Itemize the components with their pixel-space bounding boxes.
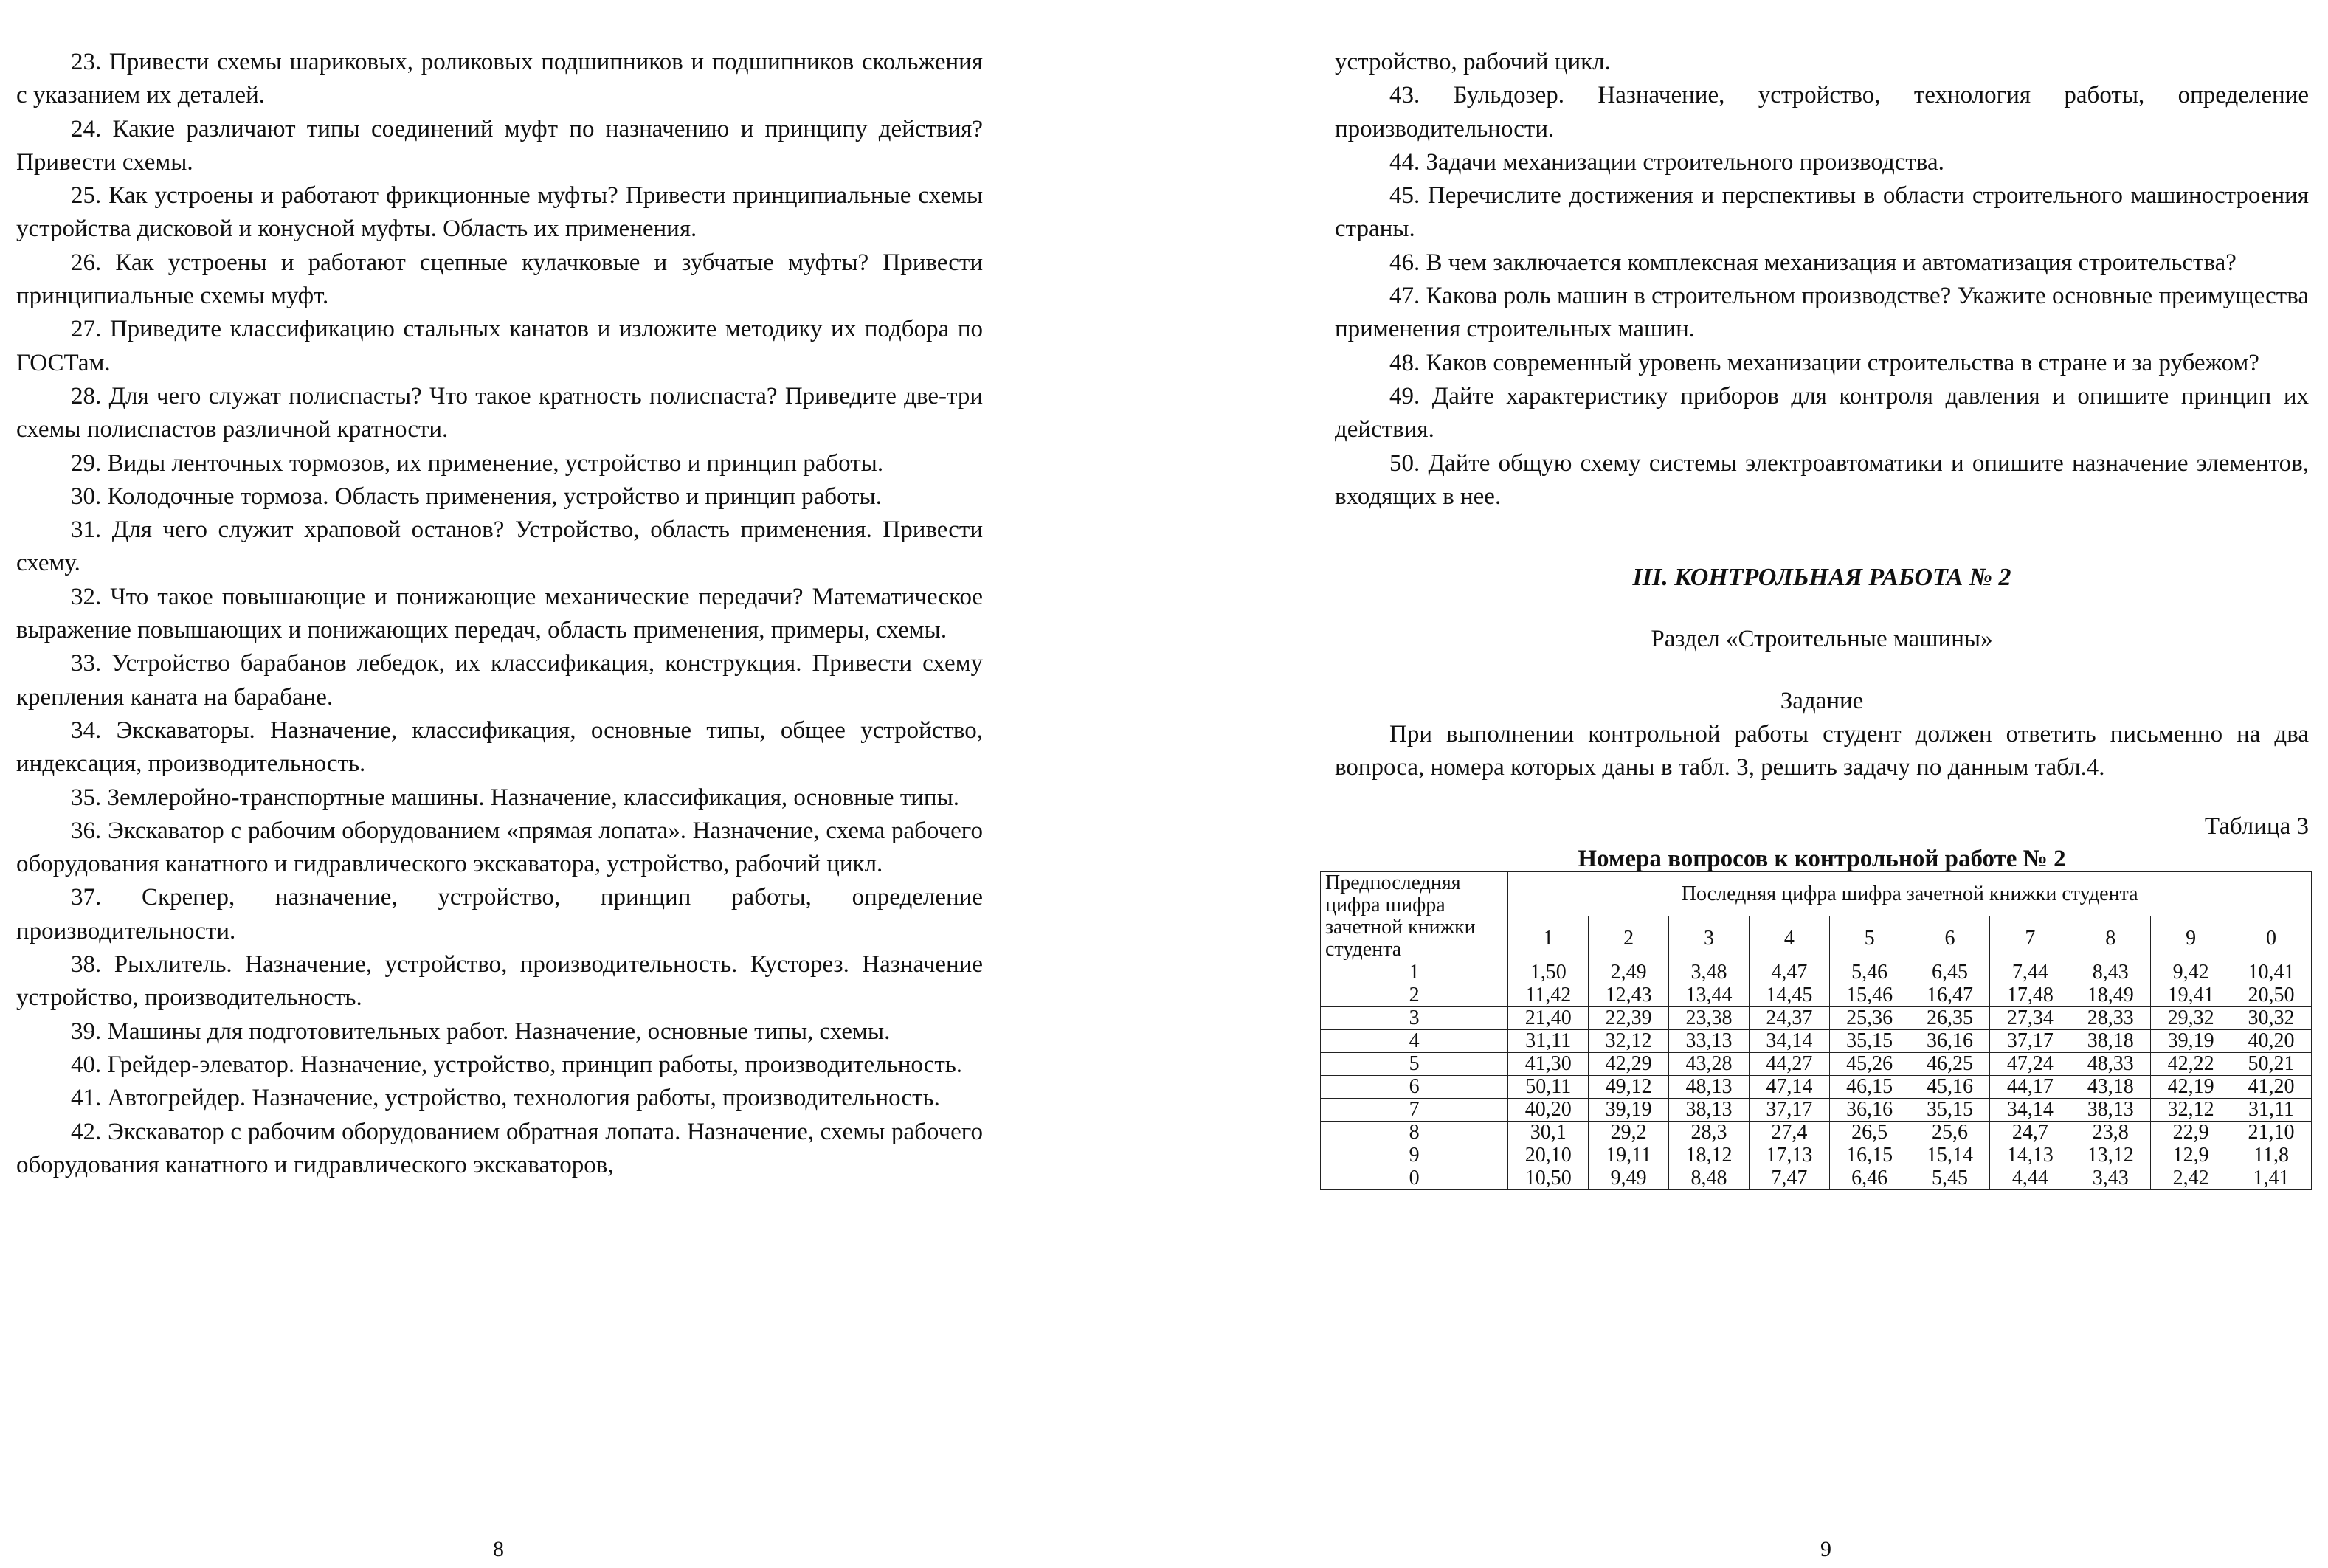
table-cell: 26,35 xyxy=(1910,1006,1990,1029)
table-cell: 13,12 xyxy=(2070,1144,2151,1167)
row-label: 0 xyxy=(1321,1167,1508,1189)
table-cell: 5,45 xyxy=(1910,1167,1990,1189)
table-row xyxy=(1321,1098,2312,1121)
table-cell: 4,47 xyxy=(1749,961,1829,984)
table-cell: 42,22 xyxy=(2151,1052,2231,1075)
table-cell: 32,12 xyxy=(1589,1029,1669,1052)
row-label: 6 xyxy=(1321,1075,1508,1098)
question-paragraph: 28. Для чего служат полиспасты? Что такое кратность полиспаста? Приведите две-три схемы полиспастов различной кратности. xyxy=(16,382,983,443)
table-cell: 24,7 xyxy=(1990,1121,2070,1144)
question-paragraph: 29. Виды ленточных тормозов, их применение, устройство и принцип работы. xyxy=(71,449,884,477)
table-body xyxy=(1321,961,2312,1189)
table-cell: 37,17 xyxy=(1749,1098,1829,1121)
table-cell: 38,18 xyxy=(2070,1029,2151,1052)
column-header: 2 xyxy=(1589,916,1669,961)
table-row xyxy=(1321,984,2312,1006)
table-cell: 36,16 xyxy=(1910,1029,1990,1052)
question-paragraph: 34. Экскаваторы. Назначение, классификация, основные типы, общее устройство, индексация, производительность. xyxy=(16,716,983,778)
table-cell: 16,15 xyxy=(1829,1144,1910,1167)
table-cell: 30,32 xyxy=(2231,1006,2312,1029)
row-label: 8 xyxy=(1321,1121,1508,1144)
table-cell: 21,10 xyxy=(2231,1121,2312,1144)
table-cell: 28,33 xyxy=(2070,1006,2151,1029)
table-cell: 49,12 xyxy=(1589,1075,1669,1098)
question-paragraph: 43. Бульдозер. Назначение, устройство, технология работы, определение производительности. xyxy=(1335,82,2309,142)
table-cell: 17,13 xyxy=(1749,1144,1829,1167)
table-cell: 14,45 xyxy=(1749,984,1829,1006)
table-row xyxy=(1321,1075,2312,1098)
table-cell: 42,19 xyxy=(2151,1075,2231,1098)
row-label: 7 xyxy=(1321,1098,1508,1121)
table-cell: 4,44 xyxy=(1990,1167,2070,1189)
table-row xyxy=(1321,1167,2312,1189)
table-cell: 6,46 xyxy=(1829,1167,1910,1189)
table-cell: 1,50 xyxy=(1508,961,1589,984)
table-cell: 20,10 xyxy=(1508,1144,1589,1167)
table-cell: 22,9 xyxy=(2151,1121,2231,1144)
page-number: 8 xyxy=(493,1537,504,1561)
table-cell: 10,50 xyxy=(1508,1167,1589,1189)
table-cell: 26,5 xyxy=(1829,1121,1910,1144)
table-cell: 34,14 xyxy=(1990,1098,2070,1121)
table-cell: 22,39 xyxy=(1589,1006,1669,1029)
table-cell: 29,2 xyxy=(1589,1121,1669,1144)
table-cell: 9,49 xyxy=(1589,1167,1669,1189)
question-paragraph: 47. Какова роль машин в строительном производстве? Укажите основные преимущества применения строительных машин. xyxy=(1335,283,2309,343)
column-header: 4 xyxy=(1749,916,1829,961)
task-title: Задание xyxy=(1780,688,1864,715)
table-title: Номера вопросов к контрольной работе № 2 xyxy=(1578,845,2066,872)
question-paragraph: 46. В чем заключается комплексная механизация и автоматизация строительства? xyxy=(1389,249,2237,276)
table-cell: 16,47 xyxy=(1910,984,1990,1006)
question-paragraph: устройство, рабочий цикл. xyxy=(1335,49,1611,75)
table-cell: 37,17 xyxy=(1990,1029,2070,1052)
table-cell: 31,11 xyxy=(2231,1098,2312,1121)
question-paragraph: 32. Что такое повышающие и понижающие механические передачи? Математическое выражение повышающих и понижающих передач, область применения, примеры, схемы. xyxy=(16,583,983,644)
question-paragraph: 41. Автогрейдер. Назначение, устройство, технология работы, производительность. xyxy=(71,1085,940,1112)
task-text: При выполнении контрольной работы студент должен ответить письменно на два вопроса, номера которых даны в табл. 3, решить задачу по данным табл.4. xyxy=(1335,721,2309,781)
table-row xyxy=(1321,1144,2312,1167)
question-paragraph: 37. Скрепер, назначение, устройство, принцип работы, определение производительности. xyxy=(16,884,983,944)
table-cell: 28,3 xyxy=(1669,1121,1750,1144)
row-label: 2 xyxy=(1321,984,1508,1006)
table-cell: 39,19 xyxy=(2151,1029,2231,1052)
question-paragraph: 33. Устройство барабанов лебедок, их классификация, конструкция. Привести схему крепления каната на барабане. xyxy=(16,650,983,711)
question-paragraph: 49. Дайте характеристику приборов для контроля давления и опишите принцип их действия. xyxy=(1335,382,2309,443)
table-cell: 50,21 xyxy=(2231,1052,2312,1075)
table-cell: 5,46 xyxy=(1829,961,1910,984)
table-cell: 39,19 xyxy=(1589,1098,1669,1121)
table-cell: 38,13 xyxy=(1669,1098,1750,1121)
right-content xyxy=(1325,46,2309,1190)
table-cell: 32,12 xyxy=(2151,1098,2231,1121)
table-row xyxy=(1321,1121,2312,1144)
table-cell: 35,15 xyxy=(1829,1029,1910,1052)
table-cell: 46,15 xyxy=(1829,1075,1910,1098)
column-header: 1 xyxy=(1508,916,1589,961)
table-cell: 9,42 xyxy=(2151,961,2231,984)
table-cell: 31,11 xyxy=(1508,1029,1589,1052)
table-row xyxy=(1321,1006,2312,1029)
table-cell: 45,26 xyxy=(1829,1052,1910,1075)
question-paragraph: 36. Экскаватор с рабочим оборудованием «прямая лопата». Назначение, схема рабочего оборудования канатного и гидравлического экскаватора, устройство, рабочий цикл. xyxy=(16,817,983,878)
table-row xyxy=(1321,961,2312,984)
table-cell: 47,24 xyxy=(1990,1052,2070,1075)
table-cell: 40,20 xyxy=(2231,1029,2312,1052)
table-cell: 48,13 xyxy=(1669,1075,1750,1098)
question-paragraph: 38. Рыхлитель. Назначение, устройство, производительность. Кусторез. Назначение устройство, производительность. xyxy=(16,951,983,1012)
table-cell: 45,16 xyxy=(1910,1075,1990,1098)
table-cell: 44,27 xyxy=(1749,1052,1829,1075)
question-paragraph: 45. Перечислите достижения и перспективы в области строительного машиностроения страны. xyxy=(1335,182,2309,243)
question-paragraph: 40. Грейдер-элеватор. Назначение, устройство, принцип работы, производительность. xyxy=(71,1051,963,1078)
section-heading: III. КОНТРОЛЬНАЯ РАБОТА № 2 xyxy=(1632,564,2011,592)
table-cell: 48,33 xyxy=(2070,1052,2151,1075)
table-cell: 41,30 xyxy=(1508,1052,1589,1075)
table-cell: 25,6 xyxy=(1910,1121,1990,1144)
column-header: 6 xyxy=(1910,916,1990,961)
column-header: 8 xyxy=(2070,916,2151,961)
table-cell: 33,13 xyxy=(1669,1029,1750,1052)
table-cell: 13,44 xyxy=(1669,984,1750,1006)
table-row xyxy=(1321,1052,2312,1075)
table-cell: 46,25 xyxy=(1910,1052,1990,1075)
table-cell: 14,13 xyxy=(1990,1144,2070,1167)
table-cell: 2,42 xyxy=(2151,1167,2231,1189)
table-cell: 35,15 xyxy=(1910,1098,1990,1121)
row-label: 9 xyxy=(1321,1144,1508,1167)
row-label: 5 xyxy=(1321,1052,1508,1075)
section-subtitle: Раздел «Строительные машины» xyxy=(1651,626,1993,653)
table-cell: 7,44 xyxy=(1990,961,2070,984)
table-cell: 12,43 xyxy=(1589,984,1669,1006)
question-paragraph: 31. Для чего служит храповой останов? Устройство, область применения. Привести схему. xyxy=(16,517,983,577)
table-cell: 20,50 xyxy=(2231,984,2312,1006)
table-cell: 19,41 xyxy=(2151,984,2231,1006)
table-cell: 21,40 xyxy=(1508,1006,1589,1029)
table-cell: 25,36 xyxy=(1829,1006,1910,1029)
table-cell: 43,18 xyxy=(2070,1075,2151,1098)
question-paragraph: 26. Как устроены и работают сцепные кулачковые и зубчатые муфты? Привести принципиальные схемы муфт. xyxy=(16,249,983,310)
table-cell: 11,8 xyxy=(2231,1144,2312,1167)
table-cell: 24,37 xyxy=(1749,1006,1829,1029)
table-cell: 18,12 xyxy=(1669,1144,1750,1167)
table-cell: 11,42 xyxy=(1508,984,1589,1006)
table-cell: 50,11 xyxy=(1508,1075,1589,1098)
column-group-header: Последняя цифра шифра зачетной книжки студента xyxy=(1508,871,2312,916)
table-cell: 17,48 xyxy=(1990,984,2070,1006)
table-cell: 7,47 xyxy=(1749,1167,1829,1189)
table-cell: 3,48 xyxy=(1669,961,1750,984)
table-number: Таблица 3 xyxy=(2204,812,2309,840)
question-paragraph: 30. Колодочные тормоза. Область применения, устройство и принцип работы. xyxy=(71,483,882,510)
right-page xyxy=(1164,0,2328,1568)
column-header: 3 xyxy=(1669,916,1750,961)
right-question-list xyxy=(1335,46,2309,514)
table-cell: 3,43 xyxy=(2070,1167,2151,1189)
table-cell: 47,14 xyxy=(1749,1075,1829,1098)
left-question-list xyxy=(16,46,983,1182)
column-header: 0 xyxy=(2231,916,2312,961)
row-label: 4 xyxy=(1321,1029,1508,1052)
table-cell: 10,41 xyxy=(2231,961,2312,984)
question-paragraph: 23. Привести схемы шариковых, роликовых подшипников и подшипников скольжения с указанием их деталей. xyxy=(16,49,983,109)
table-cell: 2,49 xyxy=(1589,961,1669,984)
table-cell: 38,13 xyxy=(2070,1098,2151,1121)
questions-table xyxy=(1320,871,2312,1190)
row-label: 1 xyxy=(1321,961,1508,984)
table-cell: 34,14 xyxy=(1749,1029,1829,1052)
table-cell: 8,48 xyxy=(1669,1167,1750,1189)
table-cell: 41,20 xyxy=(2231,1075,2312,1098)
table-cell: 40,20 xyxy=(1508,1098,1589,1121)
column-header: 7 xyxy=(1990,916,2070,961)
question-paragraph: 24. Какие различают типы соединений муфт по назначению и принципу действия? Привести схемы. xyxy=(16,115,983,176)
table-cell: 15,46 xyxy=(1829,984,1910,1006)
table-cell: 36,16 xyxy=(1829,1098,1910,1121)
question-paragraph: 48. Каков современный уровень механизации строительства в стране и за рубежом? xyxy=(1389,349,2259,376)
column-header: 9 xyxy=(2151,916,2231,961)
row-label: 3 xyxy=(1321,1006,1508,1029)
table-cell: 42,29 xyxy=(1589,1052,1669,1075)
row-header-cell: Предпоследняя цифра шифра зачетной книжки студента xyxy=(1321,871,1508,961)
question-paragraph: 27. Приведите классификацию стальных канатов и изложите методику их подбора по ГОСТам. xyxy=(16,316,983,376)
table-cell: 8,43 xyxy=(2070,961,2151,984)
table-cell: 18,49 xyxy=(2070,984,2151,1006)
table-cell: 23,38 xyxy=(1669,1006,1750,1029)
table-cell: 43,28 xyxy=(1669,1052,1750,1075)
table-cell: 27,4 xyxy=(1749,1121,1829,1144)
table-header-row xyxy=(1321,871,2312,916)
page-number: 9 xyxy=(1820,1537,1831,1561)
table-cell: 44,17 xyxy=(1990,1075,2070,1098)
question-paragraph: 44. Задачи механизации строительного производства. xyxy=(1389,148,1944,176)
question-paragraph: 25. Как устроены и работают фрикционные муфты? Привести принципиальные схемы устройства дисковой и конусной муфты. Область их применения. xyxy=(16,182,983,243)
table-cell: 12,9 xyxy=(2151,1144,2231,1167)
table-row xyxy=(1321,1029,2312,1052)
table-cell: 27,34 xyxy=(1990,1006,2070,1029)
table-cell: 15,14 xyxy=(1910,1144,1990,1167)
question-paragraph: 35. Землеройно-транспортные машины. Назначение, классификация, основные типы. xyxy=(71,784,959,811)
table-cell: 6,45 xyxy=(1910,961,1990,984)
question-paragraph: 42. Экскаватор с рабочим оборудованием обратная лопата. Назначение, схемы рабочего оборудования канатного и гидравлического экскаваторов, xyxy=(16,1118,983,1178)
question-paragraph: 39. Машины для подготовительных работ. Назначение, основные типы, схемы. xyxy=(71,1018,891,1045)
question-paragraph: 50. Дайте общую схему системы электроавтоматики и опишите назначение элементов, входящих в нее. xyxy=(1335,449,2309,510)
table-cell: 19,11 xyxy=(1589,1144,1669,1167)
table-cell: 29,32 xyxy=(2151,1006,2231,1029)
table-cell: 30,1 xyxy=(1508,1121,1589,1144)
column-header: 5 xyxy=(1829,916,1910,961)
table-cell: 23,8 xyxy=(2070,1121,2151,1144)
table-cell: 1,41 xyxy=(2231,1167,2312,1189)
